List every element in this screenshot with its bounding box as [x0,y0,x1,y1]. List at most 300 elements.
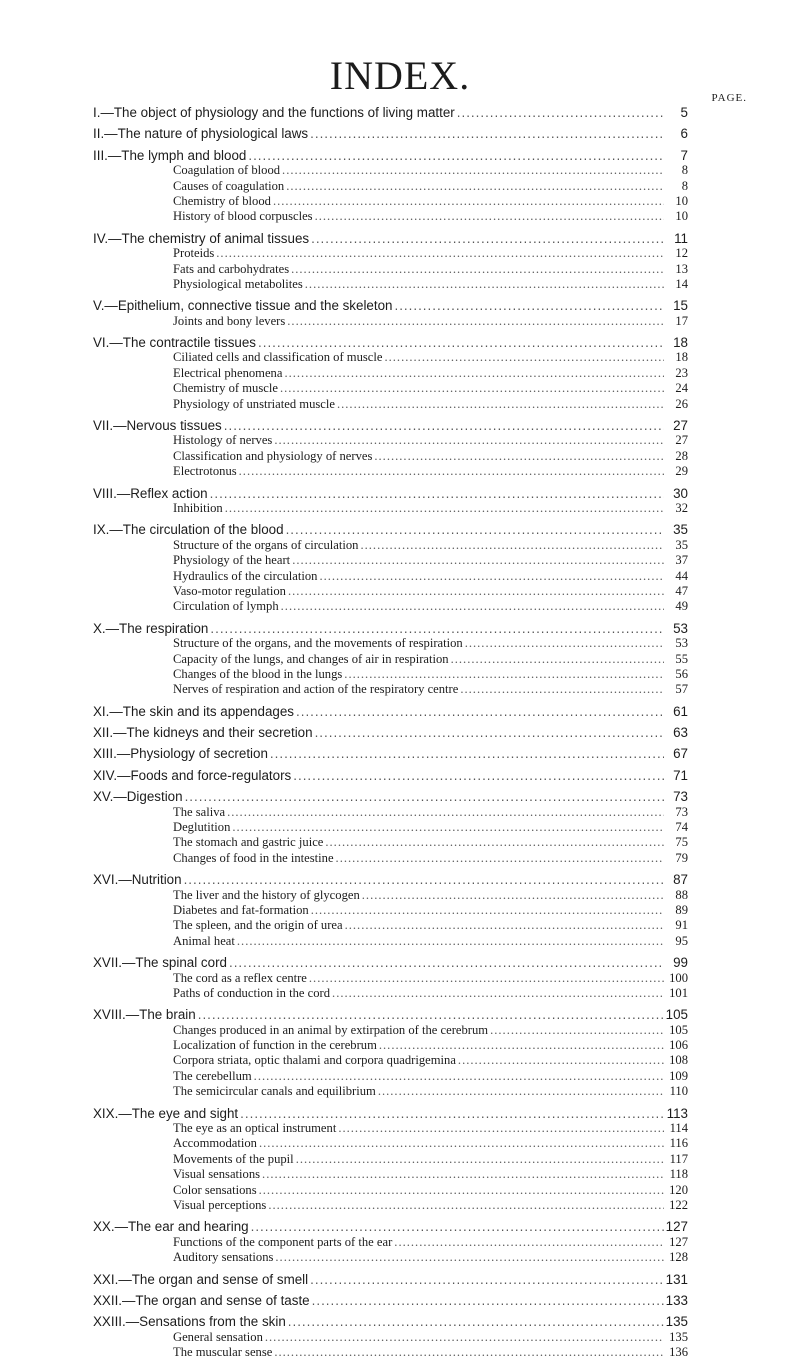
chapter-title: The ear and hearing [127,1219,249,1235]
section-row [93,433,688,448]
chapter-row: II.—The nature of physiological laws ..... 6 [93,126,688,141]
page-number: 63 [673,725,688,741]
page-number: 23 [675,365,688,380]
page-number: 17 [675,313,688,328]
page-number: 53 [673,620,688,636]
section-row [93,986,688,1001]
page-number: 35 [675,537,688,552]
chapter-row: XVII.—The spinal cord ..... 99 [93,955,688,970]
dot-leader [311,903,664,918]
page-number: 15 [673,298,688,314]
chapter-row: XXIII.—Sensations from the skin ..... 135 [93,1314,688,1329]
section-row [93,381,688,396]
section-title: Classification and physiology of nerves [173,448,373,463]
chapter-title: The circulation of the blood [122,522,284,538]
chapter-title: Epithelium, connective tissue and the skeleton [117,298,393,314]
section-row [93,584,688,599]
chapter-entry [93,418,688,480]
dot-leader [282,163,664,178]
chapter-number: XIX. [93,1105,119,1121]
section-row [93,805,688,820]
chapter-number: VII. [93,418,114,434]
section-title: Changes of food in the intestine [173,850,334,865]
chapter-row: VIII.—Reflex action ..... 30 [93,486,688,501]
dot-leader [296,1152,664,1167]
chapter-title: Foods and force-regulators [130,767,292,783]
chapter-entry [93,126,688,141]
dot-leader [284,366,664,381]
page-number: 8 [681,163,688,178]
chapter-title: Reflex action [130,485,208,501]
section-title: Capacity of the lungs, and changes of air in respiration [173,651,449,666]
dot-leader [198,1007,664,1022]
dot-leader [310,126,664,141]
page-number: 74 [675,820,688,835]
dot-leader [293,768,664,783]
chapter-entry [93,1007,688,1099]
chapter-entry [93,746,688,761]
page-number: 109 [669,1068,688,1083]
dot-leader [345,918,664,933]
section-row [93,1345,688,1360]
dot-leader [378,1084,664,1099]
chapter-title: The nature of physiological laws [117,126,309,142]
chapter-row: XI.—The skin and its appendages ..... 61 [93,704,688,719]
section-row [93,1167,688,1182]
chapter-entry [93,522,688,614]
section-row [93,163,688,178]
chapter-number: IV. [93,230,109,246]
page-number: 105 [665,1007,688,1023]
page-number: 122 [669,1198,688,1212]
page-number: 113 [666,1105,688,1121]
chapter-row: XIV.—Foods and force-regulators ..... 71 [93,768,688,783]
page-number: 28 [675,448,688,463]
chapter-number: XI. [93,703,110,719]
page-number: 26 [675,396,688,411]
chapter-number: III. [93,147,108,163]
chapter-number: XXIII. [93,1314,126,1330]
section-title: Hydraulics of the circulation [173,568,318,583]
dot-leader [268,1198,664,1213]
section-row [93,397,688,412]
dot-leader [229,955,664,970]
dot-leader [311,231,664,246]
page-number: 71 [673,767,688,783]
dot-leader [338,1121,664,1136]
chapter-entry [93,298,688,329]
section-row [93,971,688,986]
section-row [93,277,688,292]
chapter-number: XII. [93,725,114,741]
page-number: 12 [675,246,688,261]
dot-leader [273,194,664,209]
page-number: 55 [675,651,688,666]
dot-leader [458,1053,664,1068]
dot-leader [265,1330,664,1345]
section-title: Electrical phenomena [173,365,283,380]
page-number: 120 [669,1182,688,1197]
chapter-entry [93,105,688,120]
section-title: Structure of the organs, and the movements of respiration [173,636,463,651]
page-number: 10 [675,209,688,224]
page-number: 30 [673,485,688,501]
dot-leader [362,888,664,903]
page-number: 13 [675,261,688,276]
section-title: Animal heat [173,933,235,948]
dot-leader [254,1069,664,1084]
page-number: 106 [669,1038,688,1053]
chapter-row: XVI.—Nutrition ..... 87 [93,872,688,887]
dot-leader [251,1219,664,1234]
dot-leader [248,148,664,163]
chapter-title: The organ and sense of taste [135,1292,310,1308]
page-number: 8 [681,178,688,193]
dot-leader [379,1038,664,1053]
section-title: The cerebellum [173,1068,252,1083]
chapter-entry [93,955,688,1001]
dot-leader [258,335,664,350]
chapter-entry [93,768,688,783]
page-number: 57 [675,682,688,697]
page-number: 32 [675,500,688,515]
section-title: Auditory sensations [173,1250,274,1265]
page-number: 128 [669,1250,688,1265]
dot-leader [296,704,664,719]
chapter-entry [93,1293,688,1308]
chapter-number: XIII. [93,746,117,762]
chapter-row: VII.—Nervous tissues ..... 27 [93,418,688,433]
dot-leader [216,246,664,261]
chapter-title: The object of physiology and the functions of living matter [113,105,455,120]
chapter-entry [93,231,688,293]
chapter-entry [93,486,688,517]
dot-leader [185,789,664,804]
dot-leader [319,569,664,584]
chapter-title: The contractile tissues [122,335,256,351]
dot-leader [394,1235,664,1250]
chapter-number: VIII. [93,485,117,501]
page-number: 11 [674,230,688,246]
section-row [93,246,688,261]
dot-leader [292,553,664,568]
section-row [93,682,688,697]
page-number: 35 [673,522,688,538]
section-row [93,194,688,209]
page-number: 73 [673,789,688,805]
dot-leader [325,835,664,850]
section-row [93,667,688,682]
section-title: Chemistry of muscle [173,381,278,396]
section-row [93,1121,688,1136]
section-row [93,1038,688,1053]
section-title: Ciliated cells and classification of muscle [173,350,383,365]
section-title: Circulation of lymph [173,599,279,614]
page-number: 53 [675,636,688,651]
dot-leader [262,1167,664,1182]
section-title: Functions of the component parts of the ear [173,1234,393,1249]
section-row [93,1069,688,1084]
dot-leader [286,522,664,537]
page-number: 136 [669,1345,688,1360]
chapter-number: I. [93,105,101,120]
page-number: 88 [675,887,688,902]
section-title: The liver and the history of glycogen [173,887,360,902]
chapter-number: XIV. [93,767,118,783]
page-number: 14 [675,276,688,291]
page-number: 73 [675,804,688,819]
section-row [93,1084,688,1099]
dot-leader [315,209,664,224]
page-number: 110 [669,1084,688,1099]
dot-leader [240,1106,664,1121]
dot-leader [287,314,664,329]
page-number: 47 [675,583,688,598]
chapter-number: XXI. [93,1271,119,1287]
chapter-number: XV. [93,789,114,805]
chapter-number: XVII. [93,955,123,971]
chapter-entry [93,1219,688,1265]
section-row [93,1053,688,1068]
dot-leader [451,652,664,667]
section-row [93,262,688,277]
dot-leader [280,381,664,396]
section-row [93,464,688,479]
section-title: General sensation [173,1329,263,1344]
chapter-row: XV.—Digestion ..... 73 [93,789,688,804]
chapter-number: XVIII. [93,1007,126,1023]
chapter-title: Nutrition [131,872,182,888]
section-title: Physiology of unstriated muscle [173,396,335,411]
page-number: 91 [675,918,688,933]
chapter-title: The chemistry of animal tissues [121,230,310,246]
page-number: 7 [680,147,688,163]
page-number: 87 [673,872,688,888]
chapter-row: XXII.—The organ and sense of taste ..... 133 [93,1293,688,1308]
section-title: The saliva [173,804,226,819]
section-row [93,209,688,224]
page-number: 67 [673,746,688,762]
chapter-entry [93,704,688,719]
section-title: Accommodation [173,1136,257,1151]
chapter-entry [93,1106,688,1214]
dot-leader [360,538,664,553]
chapter-row: IV.—The chemistry of animal tissues ..... 11 [93,231,688,246]
dot-leader [457,105,664,120]
page-number: 49 [675,599,688,614]
section-row [93,1152,688,1167]
section-row [93,449,688,464]
section-title: The cord as a reflex centre [173,970,307,985]
section-title: Chemistry of blood [173,193,271,208]
section-row [93,1198,688,1213]
section-row [93,1023,688,1038]
section-row [93,918,688,933]
section-row [93,314,688,329]
page-number: 37 [675,553,688,568]
chapter-row: X.—The respiration ..... 53 [93,621,688,636]
dot-leader [374,449,664,464]
chapter-entry [93,1314,688,1360]
chapter-entry [93,789,688,866]
dot-leader [305,277,664,292]
dot-leader [384,350,664,365]
section-title: Color sensations [173,1182,257,1197]
page-number: 10 [675,193,688,208]
page-number: 95 [675,933,688,948]
dot-leader [259,1183,664,1198]
chapter-row: XIX.—The eye and sight ..... 113 [93,1106,688,1121]
chapter-number: XXII. [93,1292,123,1308]
section-title: Inhibition [173,500,223,515]
chapter-title: Nervous tissues [126,418,222,434]
chapter-title: The spinal cord [135,955,227,971]
chapter-number: II. [93,126,105,142]
section-row [93,1330,688,1345]
page-number: 56 [675,666,688,681]
chapter-row: V.—Epithelium, connective tissue and the skeleton ..... 15 [93,298,688,313]
dot-leader [336,851,664,866]
dot-leader [232,820,664,835]
section-row [93,366,688,381]
chapter-title: The brain [139,1007,196,1023]
page-number: 117 [669,1151,688,1166]
page-number: 105 [669,1022,688,1037]
chapter-title: The eye and sight [131,1105,239,1121]
section-title: The muscular sense [173,1345,273,1360]
page-number: 18 [675,350,688,365]
chapter-title: Digestion [126,789,183,805]
dot-leader [281,599,664,614]
section-row [93,888,688,903]
section-title: Diabetes and fat-formation [173,902,309,917]
section-row [93,1250,688,1265]
dot-leader [210,486,664,501]
section-row [93,1183,688,1198]
section-title: The semicircular canals and equilibrium [173,1084,376,1099]
section-title: The eye as an optical instrument [173,1121,337,1136]
chapter-row: III.—The lymph and blood ..... 7 [93,148,688,163]
page-title: INDEX. [329,53,471,98]
page-number: 27 [673,418,688,434]
dot-leader [274,433,664,448]
page-number: 89 [675,902,688,917]
section-title: Structure of the organs of circulation [173,537,359,552]
page-number: 135 [669,1329,688,1344]
chapter-row: I.—The object of physiology and the functions of living matter ..... 5 [93,105,688,120]
chapter-row: VI.—The contractile tissues ..... 18 [93,335,688,350]
chapter-title: The kidneys and their secretion [126,725,313,741]
section-row [93,835,688,850]
section-title: Localization of function in the cerebrum [173,1038,377,1053]
chapter-title: The skin and its appendages [122,703,294,719]
section-title: Physiological metabolites [173,276,303,291]
page-number: 135 [665,1314,688,1330]
chapter-number: IX. [93,522,110,538]
chapter-title: Physiology of secretion [130,746,268,762]
chapter-entry [93,621,688,698]
section-row [93,820,688,835]
chapter-number: VI. [93,335,110,351]
dot-leader [309,971,664,986]
dot-leader [394,298,664,313]
chapter-title: Sensations from the skin [139,1314,286,1330]
section-title: Vaso-motor regulation [173,583,286,598]
chapter-row: XX.—The ear and hearing ..... 127 [93,1219,688,1234]
page-number: 118 [669,1167,688,1182]
section-title: Fats and carbohydrates [173,261,290,276]
section-title: The spleen, and the origin of urea [173,918,343,933]
dot-leader [315,725,664,740]
section-title: Visual perceptions [173,1198,267,1212]
page-number: 133 [665,1292,688,1308]
chapter-entry [93,872,688,949]
section-title: Physiology of the heart [173,553,291,568]
section-title: Deglutition [173,820,231,835]
section-title: Electrotonus [173,464,237,479]
dot-leader [275,1250,664,1265]
page-number: 6 [680,126,688,142]
dot-leader [288,1314,664,1329]
dot-leader [224,418,664,433]
section-row [93,934,688,949]
section-title: Causes of coagulation [173,178,285,193]
section-row [93,851,688,866]
dot-leader [310,1272,664,1287]
dot-leader [465,636,664,651]
section-title: Changes of the blood in the lungs [173,666,343,681]
chapter-number: V. [93,298,105,314]
page-number: 27 [675,433,688,448]
page-number: 44 [675,568,688,583]
page-number: 24 [675,381,688,396]
dot-leader [274,1345,664,1360]
section-row [93,350,688,365]
dot-leader [337,397,664,412]
chapter-entry [93,1272,688,1287]
section-row [93,538,688,553]
chapter-row: XII.—The kidneys and their secretion ..... 63 [93,725,688,740]
dot-leader [291,262,664,277]
section-row [93,1136,688,1151]
section-title: Histology of nerves [173,433,273,448]
dot-leader [237,934,664,949]
page-number: 79 [675,850,688,865]
dot-leader [286,179,664,194]
page-number: 75 [675,835,688,850]
dot-leader [259,1136,664,1151]
section-title: Visual sensations [173,1167,261,1182]
section-row [93,501,688,516]
page-number: 101 [669,985,688,1000]
dot-leader [184,872,664,887]
section-title: Coagulation of blood [173,163,281,178]
chapter-number: X. [93,620,106,636]
section-title: Paths of conduction in the cord [173,985,331,1000]
section-row [93,652,688,667]
section-row [93,1235,688,1250]
page-number: 108 [669,1053,688,1068]
dot-leader [227,805,664,820]
page-number: 5 [680,105,688,120]
section-title: Corpora striata, optic thalami and corpora quadrigemina [173,1053,456,1068]
section-title: Movements of the pupil [173,1151,294,1166]
page-number: 116 [669,1136,688,1151]
section-row [93,569,688,584]
page-number: 100 [669,970,688,985]
chapter-title: The respiration [119,620,209,636]
section-title: The stomach and gastric juice [173,835,324,850]
